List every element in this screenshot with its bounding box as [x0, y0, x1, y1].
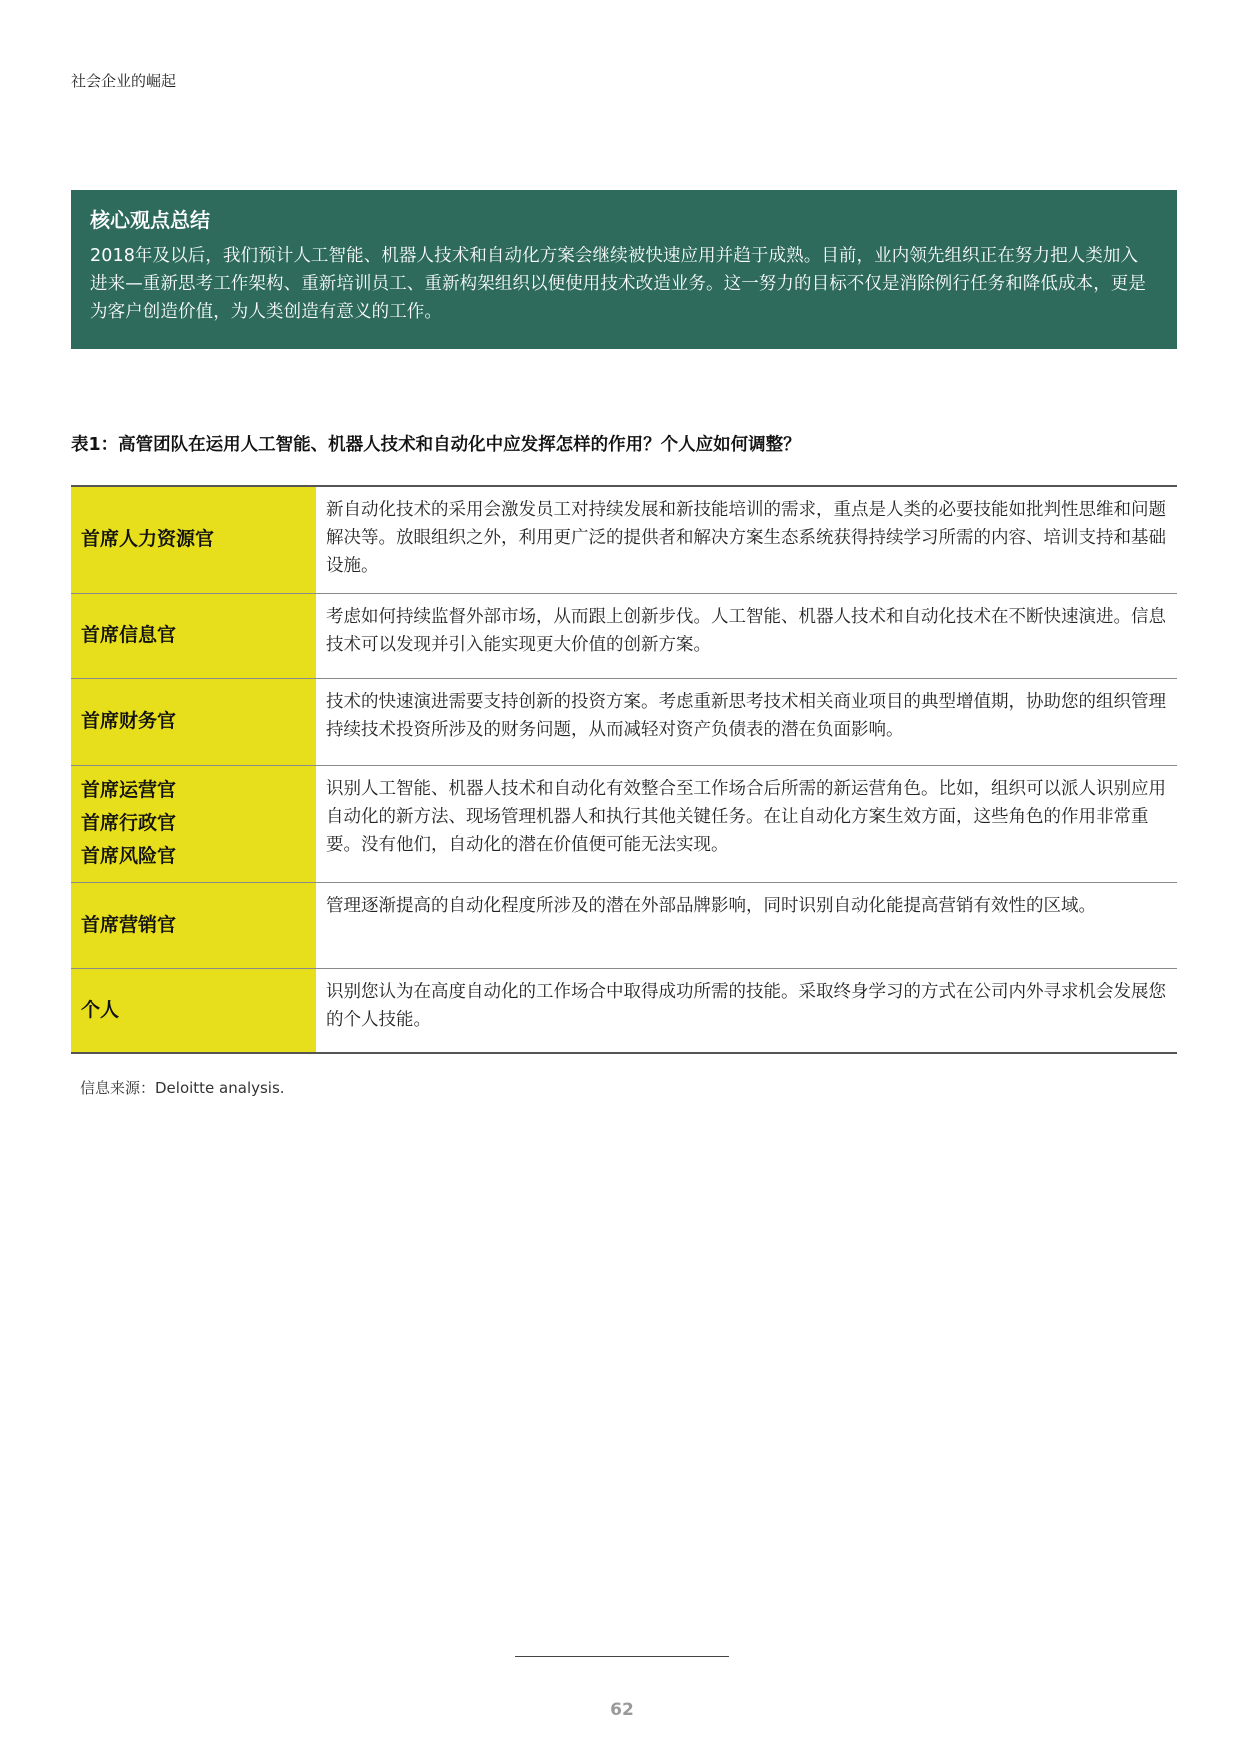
role-label: 首席人力资源官 [81, 528, 215, 551]
description-cell: 技术的快速演进需要支持创新的投资方案。考虑重新思考技术相关商业项目的典型增值期，协助您的组织管理持续技术投资所涉及的财务问题，从而减轻对资产负债表的潜在负面影响。 [316, 678, 1177, 765]
table-row [71, 968, 1177, 1053]
table-row [71, 678, 1177, 765]
description-cell: 识别您认为在高度自动化的工作场合中取得成功所需的技能。采取终身学习的方式在公司内外寻求机会发展您的个人技能。 [316, 968, 1177, 1053]
key-takeaways-title: 核心观点总结 [90, 208, 210, 232]
description-cell: 考虑如何持续监督外部市场，从而跟上创新步伐。人工智能、机器人技术和自动化技术在不断快速演进。信息技术可以发现并引入能实现更大价值的创新方案。 [316, 593, 1177, 678]
page-number: 62 [610, 1700, 634, 1720]
footer-divider [515, 1656, 729, 1657]
role-label: 首席营销官 [81, 913, 177, 936]
role-cell [71, 968, 316, 1053]
role-cell [71, 678, 316, 765]
role-cell [71, 486, 316, 593]
role-cell [71, 765, 316, 882]
table-row [71, 765, 1177, 882]
role-label: 首席运营官 [81, 779, 177, 801]
key-takeaways-box [71, 190, 1177, 349]
table-row [71, 593, 1177, 678]
roles-table [71, 485, 1177, 1054]
source-note: 信息来源：Deloitte analysis. [80, 1079, 285, 1097]
table-caption: 表1：高管团队在运用人工智能、机器人技术和自动化中应发挥怎样的作用？个人应如何调整？ [71, 435, 801, 455]
key-takeaways-body: 2018年及以后，我们预计人工智能、机器人技术和自动化方案会继续被快速应用并趋于成熟。目前，业内领先组织正在努力把人类加入进来—重新思考工作架构、重新培训员工、重新构架组织以便使用技术改造业务。这一努力的目标不仅是消除例行任务和降低成本，更是为客户创造价值，为人类创造有意义的工作。 [90, 246, 1146, 322]
role-label: 首席风险官 [81, 845, 177, 867]
table-row [71, 486, 1177, 593]
role-label: 首席财务官 [81, 710, 177, 732]
description-cell: 识别人工智能、机器人技术和自动化有效整合至工作场合后所需的新运营角色。比如，组织可以派人识别应用自动化的新方法、现场管理机器人和执行其他关键任务。在让自动化方案生效方面，这些角色的作用非常重要。没有他们，自动化的潜在价值便可能无法实现。 [316, 765, 1177, 882]
role-label: 首席行政官 [81, 812, 177, 834]
description-cell: 管理逐渐提高的自动化程度所涉及的潜在外部品牌影响，同时识别自动化能提高营销有效性的区域。 [316, 882, 1177, 968]
role-cell [71, 593, 316, 678]
role-label: 个人 [81, 998, 120, 1021]
description-cell: 新自动化技术的采用会激发员工对持续发展和新技能培训的需求，重点是人类的必要技能如批判性思维和问题解决等。放眼组织之外，利用更广泛的提供者和解决方案生态系统获得持续学习所需的内容、培训支持和基础设施。 [326, 500, 1166, 576]
role-cell [71, 882, 316, 968]
running-header: 社会企业的崛起 [71, 72, 177, 90]
table-row [71, 882, 1177, 968]
role-label: 首席信息官 [81, 624, 177, 646]
